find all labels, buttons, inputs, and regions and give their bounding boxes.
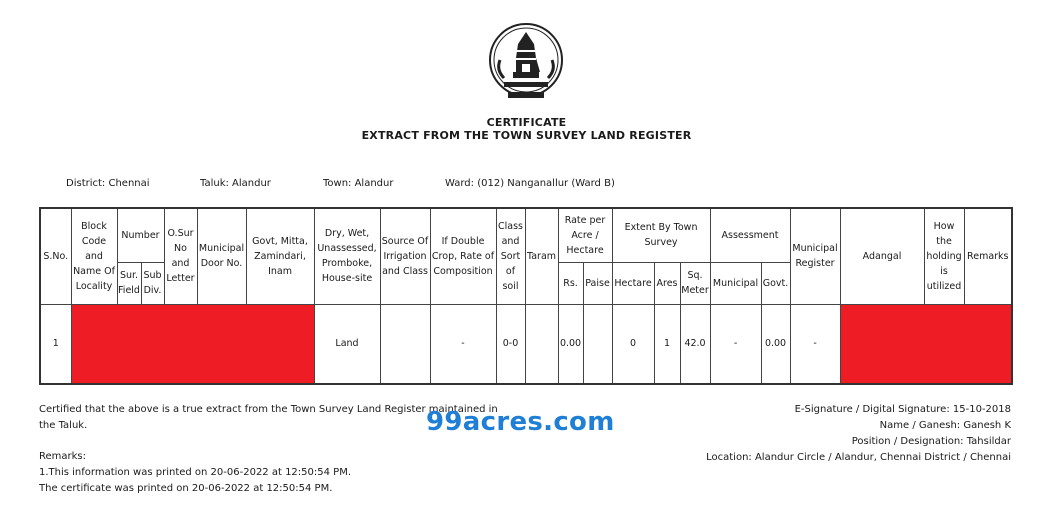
header-sno: S.No. <box>40 208 71 304</box>
remark-line2: The certificate was printed on 20-06-2022 at 12:50:54 PM. <box>39 483 333 494</box>
header-rs: Rs. <box>558 262 583 304</box>
signer-name: Name / Ganesh: Ganesh K <box>879 420 1011 431</box>
cell-taram <box>525 304 558 384</box>
state-emblem-icon <box>486 20 566 104</box>
header-assess-municipal: Municipal <box>710 262 761 304</box>
header-sur-field: Sur. Field <box>117 262 141 304</box>
signer-designation: Position / Designation: Tahsildar <box>851 436 1011 447</box>
district-label: District: Chennai <box>66 178 150 189</box>
certificate-subtitle: EXTRACT FROM THE TOWN SURVEY LAND REGISTER <box>361 129 692 142</box>
header-double-crop: If Double Crop, Rate of Composition <box>430 208 496 304</box>
signer-location: Location: Alandur Circle / Alandur, Chennai District / Chennai <box>706 452 1011 463</box>
header-sub-div: Sub Div. <box>141 262 164 304</box>
remark-line1: 1.This information was printed on 20-06-2022 at 12:50:54 PM. <box>39 467 352 478</box>
cell-sno: 1 <box>40 304 71 384</box>
cell-municipal-register: - <box>790 304 840 384</box>
header-block-code: Block Code and Name Of Locality <box>71 208 117 304</box>
header-rate: Rate per Acre / Hectare <box>558 208 612 262</box>
header-class-sort: Class and Sort of soil <box>496 208 525 304</box>
remarks-label: Remarks: <box>39 451 87 462</box>
header-remarks: Remarks <box>964 208 1012 304</box>
header-govt-mitta: Govt, Mitta, Zamindari, Inam <box>246 208 314 304</box>
header-municipal-door: Municipal Door No. <box>197 208 246 304</box>
header-hectare: Hectare <box>612 262 654 304</box>
taluk-label: Taluk: Alandur <box>200 178 271 189</box>
land-register-table <box>39 207 1013 385</box>
header-assess-govt: Govt. <box>761 262 790 304</box>
certified-text-line2: the Taluk. <box>39 420 88 431</box>
header-adangal: Adangal <box>840 208 924 304</box>
cell-irrigation <box>380 304 430 384</box>
cell-dry-wet: Land <box>314 304 380 384</box>
header-holding-utilized: How the holding is utilized <box>924 208 964 304</box>
header-assessment: Assessment <box>710 208 790 262</box>
header-dry-wet: Dry, Wet, Unassessed, Promboke, House-site <box>314 208 380 304</box>
esignature-date: E-Signature / Digital Signature: 15-10-2018 <box>794 404 1011 415</box>
cell-class-sort: 0-0 <box>496 304 525 384</box>
cell-hectare: 0 <box>612 304 654 384</box>
header-irrigation: Source Of Irrigation and Class <box>380 208 430 304</box>
cell-assess-municipal: - <box>710 304 761 384</box>
cell-sq-meter: 42.0 <box>680 304 710 384</box>
header-taram: Taram <box>525 208 558 304</box>
header-municipal-register: Municipal Register <box>790 208 840 304</box>
certified-text-line1: Certified that the above is a true extract from the Town Survey Land Register maintained in <box>39 404 498 415</box>
header-sq-meter: Sq. Meter <box>680 262 710 304</box>
table-row <box>40 304 1012 384</box>
cell-paise <box>583 304 612 384</box>
town-label: Town: Alandur <box>323 178 394 189</box>
cell-ares: 1 <box>654 304 680 384</box>
ward-label: Ward: (012) Nanganallur (Ward B) <box>445 178 615 189</box>
cell-double-crop: - <box>430 304 496 384</box>
certificate-title: CERTIFICATE <box>486 116 567 129</box>
cell-rs: 0.00 <box>558 304 583 384</box>
header-paise: Paise <box>583 262 612 304</box>
header-osur-no: O.Sur No and Letter <box>164 208 197 304</box>
cell-assess-govt: 0.00 <box>761 304 790 384</box>
header-number: Number <box>117 208 164 262</box>
redacted-block-right <box>840 304 1012 384</box>
header-ares: Ares <box>654 262 680 304</box>
watermark-text: 99acres.com <box>426 407 615 437</box>
header-extent: Extent By Town Survey <box>612 208 710 262</box>
redacted-block <box>71 304 314 384</box>
